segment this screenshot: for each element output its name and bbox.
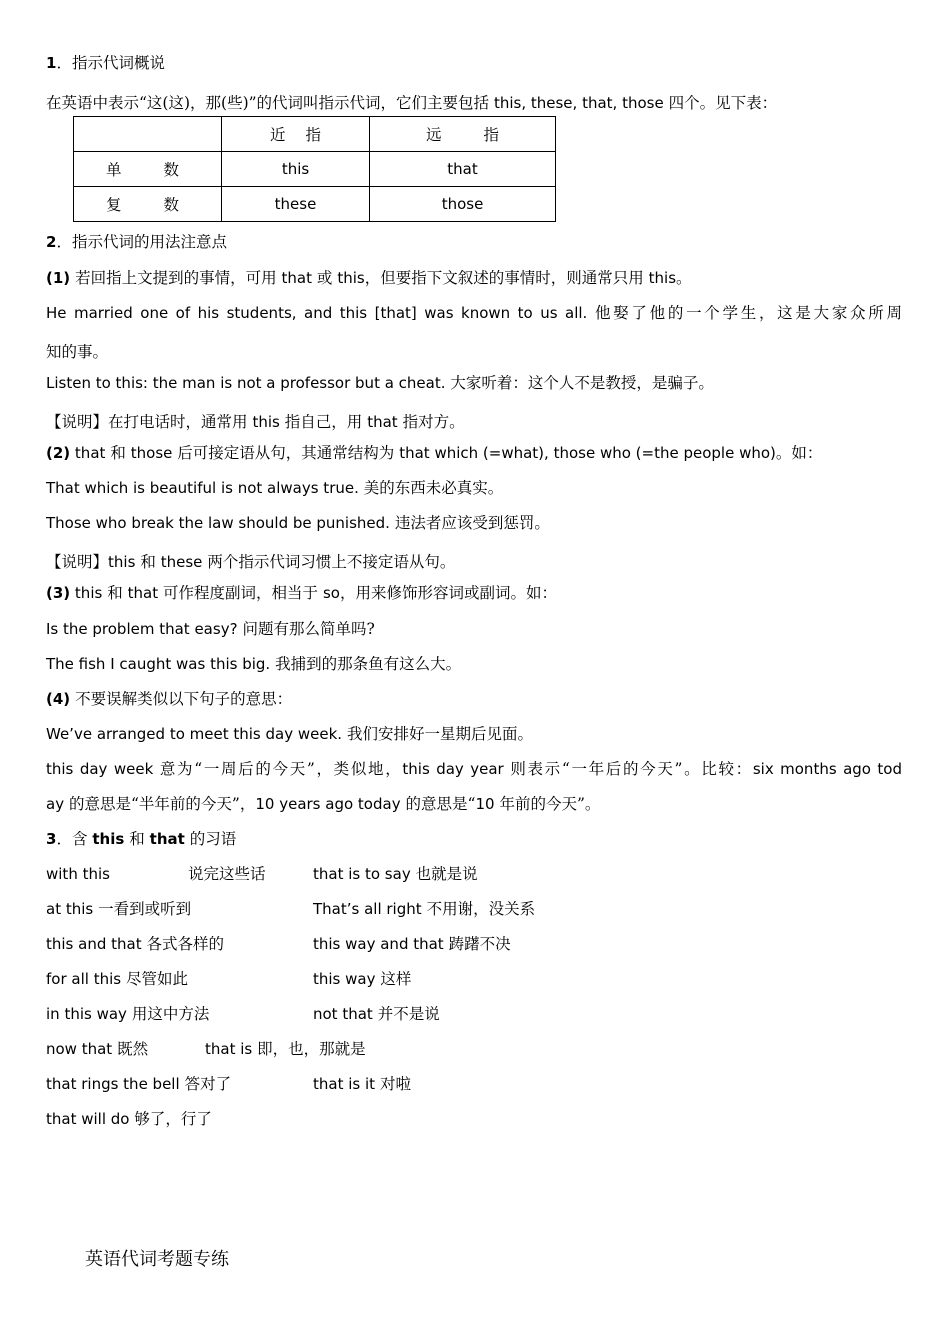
idiom-row: that will do 够了，行了 bbox=[46, 1110, 212, 1128]
example-1-continued: 知的事。 bbox=[46, 343, 109, 361]
cell-plural-near: these bbox=[222, 187, 370, 222]
idiom-row-right: not that 并不是说 bbox=[313, 1005, 440, 1023]
idiom-row: for all this 尽管如此 bbox=[46, 970, 188, 988]
idiom-row-right: that is to say 也就是说 bbox=[313, 865, 478, 883]
cell-plural-far: those bbox=[370, 187, 556, 222]
point-4: (4) 不要误解类似以下句子的意思： bbox=[46, 690, 293, 708]
idiom-row: with this 说完这些话 bbox=[46, 865, 266, 883]
example-1: He married one of his students, and this [that] was known to us all. 他娶了他的一个学生，这是大家众所周 bbox=[46, 304, 903, 322]
example-4: Those who break the law should be punished. 违法者应该受到惩罚。 bbox=[46, 514, 550, 532]
example-7: We’ve arranged to meet this day week. 我们安排好一星期后见面。 bbox=[46, 725, 533, 743]
example-2: Listen to this: the man is not a professor but a cheat. 大家听着：这个人不是教授，是骗子。 bbox=[46, 374, 714, 392]
note-1: 【说明】在打电话时，通常用 this 指自己，用 that 指对方。 bbox=[46, 413, 465, 431]
example-8-continued: ay 的意思是“半年前的今天”，10 years ago today 的意思是“10 年前的今天”。 bbox=[46, 795, 601, 813]
idiom-row: in this way 用这中方法 bbox=[46, 1005, 210, 1023]
table-header-far: 远 指 bbox=[370, 117, 556, 152]
section-3-heading: 3．含 this 和 that 的习语 bbox=[46, 830, 237, 848]
idiom-row: that rings the bell 答对了 bbox=[46, 1075, 232, 1093]
intro-paragraph: 在英语中表示“这(这)，那(些)”的代词叫指示代词，它们主要包括 this, these, that, those 四个。见下表： bbox=[46, 94, 778, 112]
row-label-plural: 复 数 bbox=[74, 187, 222, 222]
table-header-near: 近 指 bbox=[222, 117, 370, 152]
example-8: this day week 意为“一周后的今天”，类似地，this day year 则表示“一年后的今天”。比较：six months ago tod bbox=[46, 760, 903, 778]
demonstrative-table bbox=[73, 116, 556, 222]
table-header-row bbox=[74, 117, 556, 152]
idiom-row-right: That’s all right 不用谢，没关系 bbox=[313, 900, 536, 918]
point-1: (1) 若回指上文提到的事情，可用 that 或 this，但要指下文叙述的事情时，则通常只用 this。 bbox=[46, 269, 692, 287]
point-3: (3) this 和 that 可作程度副词，相当于 so，用来修饰形容词或副词。如： bbox=[46, 584, 557, 602]
example-6: The fish I caught was this big. 我捕到的那条鱼有这么大。 bbox=[46, 655, 462, 673]
cell-singular-far: that bbox=[370, 152, 556, 187]
row-label-singular: 单 数 bbox=[74, 152, 222, 187]
idiom-row-right: this way 这样 bbox=[313, 970, 412, 988]
idiom-row-right: that is it 对啦 bbox=[313, 1075, 411, 1093]
table-corner-cell bbox=[74, 117, 222, 152]
idiom-row: now that 既然 bbox=[46, 1040, 149, 1058]
note-2: 【说明】this 和 these 两个指示代词习惯上不接定语从句。 bbox=[46, 553, 456, 571]
table-row bbox=[74, 187, 556, 222]
cell-singular-near: this bbox=[222, 152, 370, 187]
example-3: That which is beautiful is not always true. 美的东西未必真实。 bbox=[46, 479, 504, 497]
idiom-row: this and that 各式各样的 bbox=[46, 935, 225, 953]
point-2: (2) that 和 those 后可接定语从句，其通常结构为 that which (=what), those who (=the people who)。如： bbox=[46, 444, 823, 462]
section-2-heading: 2．指示代词的用法注意点 bbox=[46, 233, 227, 251]
practice-section-title: 英语代词考题专练 bbox=[85, 1249, 229, 1270]
table-row bbox=[74, 152, 556, 187]
section-1-heading: 1．指示代词概说 bbox=[46, 54, 165, 72]
idiom-row: at this 一看到或听到 bbox=[46, 900, 192, 918]
idiom-row-right: that is 即，也，那就是 bbox=[205, 1040, 366, 1058]
idiom-row-right: this way and that 踌躇不决 bbox=[313, 935, 511, 953]
example-5: Is the problem that easy? 问题有那么简单吗? bbox=[46, 620, 375, 638]
